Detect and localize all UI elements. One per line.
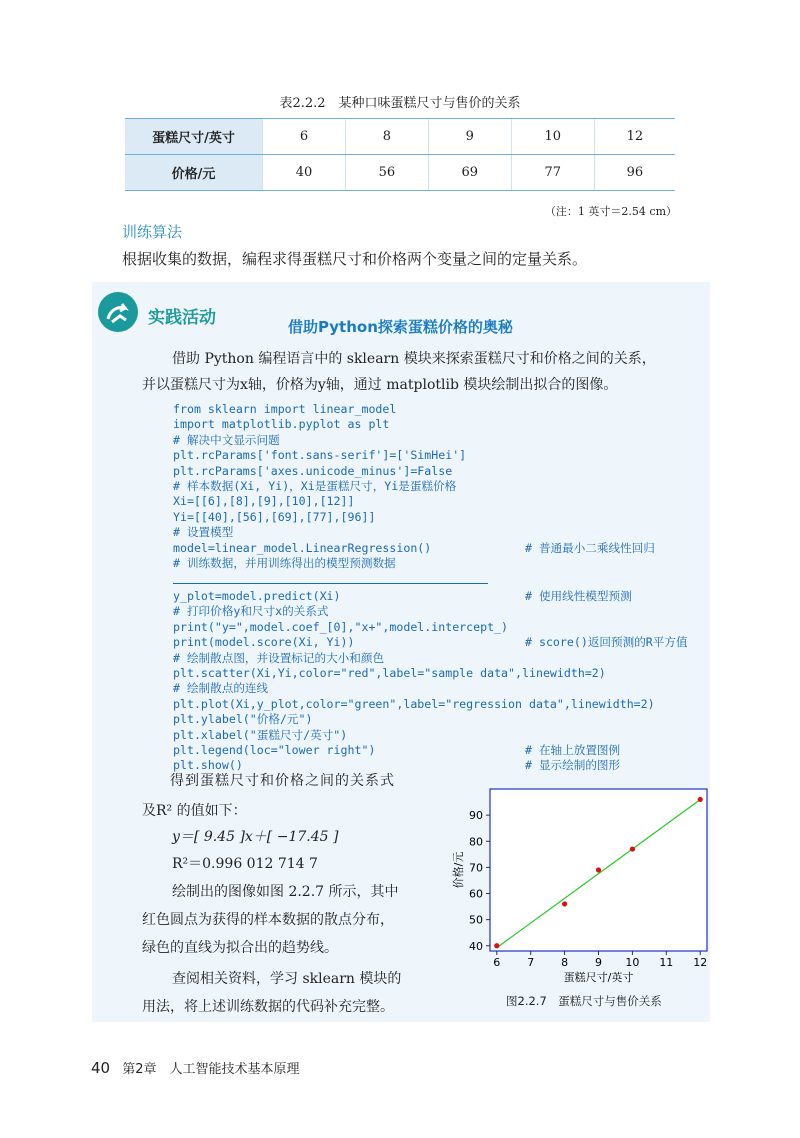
fill-in-blank[interactable] <box>173 571 488 584</box>
data-point <box>562 901 567 906</box>
code-blank-line <box>173 571 688 588</box>
code-line: print("y=",model.coef_[0],"x+",model.intercept_) <box>173 619 509 634</box>
equation: y＝[ 9.45 ]x＋[ −17.45 ] <box>172 829 339 845</box>
table-caption: 表2.2.2 某种口味蛋糕尺寸与售价的关系 <box>279 96 521 111</box>
section-heading: 训练算法 <box>122 223 183 241</box>
code-line: plt.rcParams['font.sans-serif']=['SimHei'] <box>173 448 467 463</box>
table-cell: 40 <box>263 155 346 191</box>
x-tick-label: 6 <box>493 956 501 969</box>
activity-description <box>142 346 682 398</box>
code-text: print(model.score(Xi, Yi)) <box>173 635 355 650</box>
code-line: import matplotlib.pyplot as plt <box>173 417 390 432</box>
table-cell: 8 <box>345 119 428 155</box>
table-row <box>125 119 675 155</box>
data-point <box>630 846 635 851</box>
x-tick-label: 12 <box>693 956 708 969</box>
code-line <box>173 589 688 604</box>
table-cell: 96 <box>594 155 675 191</box>
row-header: 价格/元 <box>125 155 263 191</box>
y-tick-label: 90 <box>469 809 483 823</box>
code-line: plt.rcParams['axes.unicode_minus']=False <box>173 463 453 478</box>
code-line: plt.scatter(Xi,Yi,color="red",label="sample data",linewidth=2) <box>173 665 606 680</box>
chapter-title: 第2章 人工智能技术基本原理 <box>122 1062 300 1077</box>
result-para: 绘制出的图像如图 2.2.7 所示，其中 <box>172 884 399 900</box>
table-note: （注：1 英寸＝2.54 cm） <box>544 205 677 218</box>
y-tick-label: 60 <box>469 887 483 901</box>
code-text: y_plot=model.predict(Xi) <box>173 588 341 603</box>
data-point <box>494 943 499 948</box>
row-header: 蛋糕尺寸/英寸 <box>125 119 263 155</box>
result-para: 红色圆点为获得的样本数据的散点分布， <box>142 912 394 928</box>
x-tick-label: 8 <box>561 956 569 969</box>
code-line: # 绘制散点图，并设置标记的大小和颜色 <box>173 650 385 665</box>
code-comment: # 普通最小二乘线性回归 <box>525 540 655 555</box>
table-cell: 69 <box>428 155 511 191</box>
code-comment: # 使用线性模型预测 <box>525 588 632 603</box>
data-table <box>125 118 675 191</box>
code-text: model=linear_model.LinearRegression() <box>173 540 432 555</box>
activity-label: 实践活动 <box>148 308 216 328</box>
r-squared: R²＝0.996 012 714 7 <box>172 856 318 872</box>
x-axis-label: 蛋糕尺寸/英寸 <box>563 971 634 984</box>
code-line: # 绘制散点的连线 <box>173 681 269 696</box>
desc-line: 借助 Python 编程语言中的 sklearn 模块来探索蛋糕尺寸和价格之间的关系， <box>172 351 656 367</box>
code-line: # 样本数据(Xi, Yi)，Xi是蛋糕尺寸，Yi是蛋糕价格 <box>173 479 457 494</box>
table-cell: 9 <box>428 119 511 155</box>
code-text: plt.legend(loc="lower right") <box>173 742 376 757</box>
code-line <box>173 541 688 556</box>
page-number: 40 <box>91 1059 111 1077</box>
x-tick-label: 9 <box>595 956 602 969</box>
y-tick-label: 50 <box>469 913 483 927</box>
code-line: # 设置模型 <box>173 525 234 540</box>
result-line-2: 及R² 的值如下： <box>142 803 247 819</box>
y-tick-label: 40 <box>469 939 483 953</box>
regression-chart <box>452 784 712 984</box>
figure-caption: 图2.2.7 蛋糕尺寸与售价关系 <box>506 994 662 1008</box>
code-comment: # 在轴上放置图例 <box>525 742 621 757</box>
code-line: # 训练数据，并用训练得出的模型预测数据 <box>173 556 396 571</box>
code-line: Yi=[[40],[56],[69],[77],[96]] <box>173 509 376 524</box>
x-tick-label: 7 <box>527 956 535 969</box>
code-block <box>173 402 688 774</box>
code-line: # 解决中文显示问题 <box>173 432 280 447</box>
result-line-1: 得到蛋糕尺寸和价格之间的关系式 <box>170 773 395 789</box>
code-line: from sklearn import linear_model <box>173 402 397 416</box>
code-comment: # score()返回预测的R平方值 <box>525 635 688 650</box>
code-line: Xi=[[6],[8],[9],[10],[12]] <box>173 494 355 509</box>
code-text: plt.show() <box>173 758 243 773</box>
table-cell: 77 <box>511 155 594 191</box>
data-point <box>596 867 601 872</box>
code-line <box>173 743 688 758</box>
x-tick-label: 11 <box>659 956 674 969</box>
y-axis-label: 价格/元 <box>452 851 465 889</box>
code-line: plt.plot(Xi,y_plot,color="green",label="regression data",linewidth=2) <box>173 696 655 711</box>
y-tick-label: 70 <box>469 861 483 875</box>
table-cell: 10 <box>511 119 594 155</box>
section-intro: 根据收集的数据，编程求得蛋糕尺寸和价格两个变量之间的定量关系。 <box>122 250 588 268</box>
code-line <box>173 635 688 650</box>
code-line: plt.ylabel("价格/元") <box>173 712 313 727</box>
result-para: 绿色的直线为拟合出的趋势线。 <box>142 940 338 956</box>
page-footer <box>91 1058 300 1077</box>
code-comment: # 显示绘制的图形 <box>525 758 621 773</box>
result-para: 用法，将上述训练数据的代码补充完整。 <box>142 999 394 1015</box>
result-para: 查阅相关资料，学习 sklearn 模块的 <box>172 971 402 987</box>
table-cell: 6 <box>263 119 346 155</box>
desc-line: 并以蛋糕尺寸为x轴，价格为y轴，通过 matplotlib 模块绘制出拟合的图像。 <box>142 377 618 393</box>
data-point <box>698 797 703 802</box>
table-row <box>125 155 675 191</box>
code-line: plt.xlabel("蛋糕尺寸/英寸") <box>173 727 348 742</box>
activity-title: 借助Python探索蛋糕价格的奥秘 <box>288 318 513 336</box>
code-line: # 打印价格y和尺寸x的关系式 <box>173 604 329 619</box>
table-cell: 56 <box>345 155 428 191</box>
y-tick-label: 80 <box>469 835 483 849</box>
activity-logo-icon <box>98 292 138 332</box>
x-tick-label: 10 <box>625 956 640 969</box>
table-cell: 12 <box>594 119 675 155</box>
